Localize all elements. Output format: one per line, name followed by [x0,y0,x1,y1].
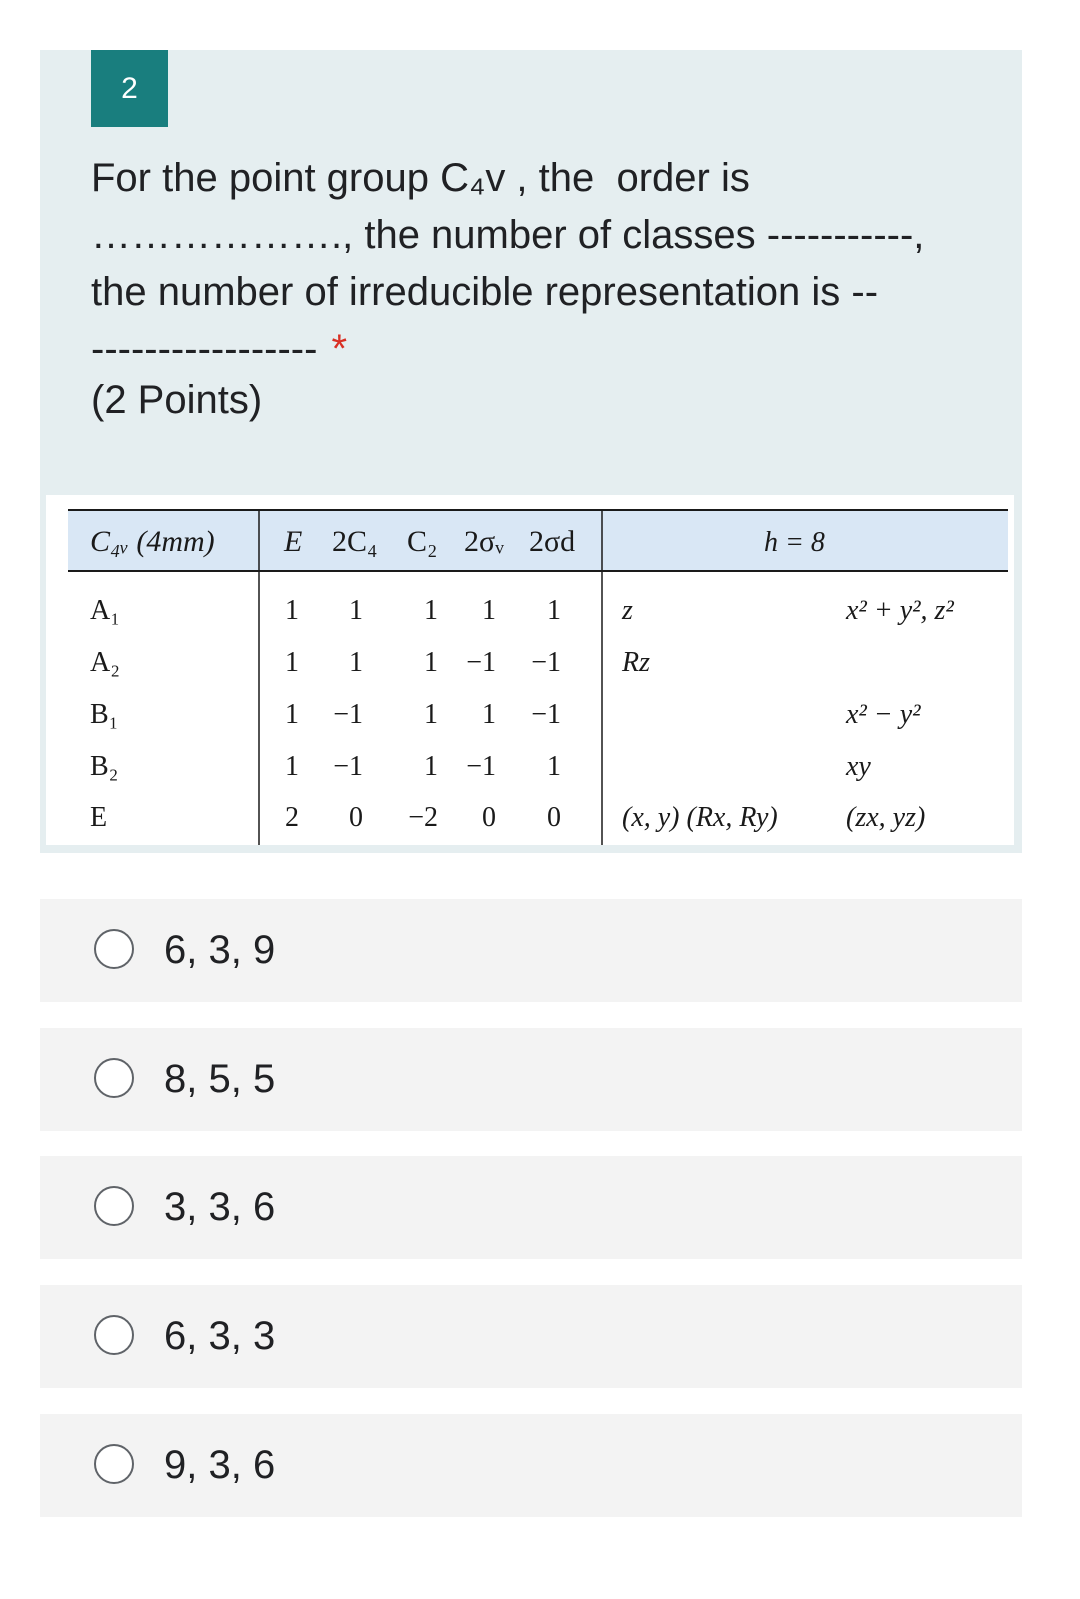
char-a2-2sd: −1 [531,647,561,678]
char-e-c2: −2 [408,802,438,833]
char-b2-2sd: 1 [547,751,561,782]
question-number-badge: 2 [91,50,168,127]
table-op-2sv: 2σᵥ [464,525,504,558]
radio-circle-icon[interactable] [94,929,134,969]
question-line-4-text: ----------------- [91,327,318,371]
question-card [40,50,1022,853]
radio-circle-icon[interactable] [94,1444,134,1484]
row-label-a1: A₁ [90,595,120,626]
table-op-c2: C₂ [407,525,438,558]
linear-a2: Rz [622,647,650,678]
question-line-3: the number of irreducible representation is -- [91,270,879,314]
char-a1-2sv: 1 [482,595,496,626]
char-e-e: 2 [285,802,299,833]
row-label-b1: B₁ [90,699,119,730]
character-table [46,495,1014,845]
option-label: 3, 3, 6 [164,1185,276,1229]
char-b2-2sv: −1 [466,751,496,782]
option-label: 8, 5, 5 [164,1057,276,1101]
char-e-2sv: 0 [482,802,496,833]
table-order: h = 8 [764,527,825,558]
char-b2-e: 1 [285,751,299,782]
radio-circle-icon[interactable] [94,1058,134,1098]
option-label: 6, 3, 3 [164,1314,276,1358]
char-a1-c2: 1 [424,595,438,626]
linear-e: (x, y) (Rx, Ry) [622,802,778,833]
char-b1-2sd: −1 [531,699,561,730]
answer-option-2[interactable] [40,1028,1022,1131]
char-a1-e: 1 [285,595,299,626]
question-line-1: For the point group C₄v , the order is [91,156,750,200]
char-a1-2c4: 1 [349,595,363,626]
char-a2-2sv: −1 [466,647,496,678]
question-points: (2 Points) [91,378,263,422]
quadratic-e: (zx, yz) [846,802,926,833]
char-b2-c2: 1 [424,751,438,782]
char-a2-2c4: 1 [349,647,363,678]
required-asterisk: * [331,327,348,371]
char-b1-2c4: −1 [333,699,363,730]
answer-option-5[interactable] [40,1414,1022,1517]
quadratic-b2: xy [846,751,871,782]
row-label-e: E [90,802,108,833]
linear-a1: z [622,595,633,626]
char-e-2sd: 0 [547,802,561,833]
char-a2-c2: 1 [424,647,438,678]
answer-option-4[interactable] [40,1285,1022,1388]
character-table-image [46,495,1014,845]
answer-option-3[interactable] [40,1156,1022,1259]
radio-circle-icon[interactable] [94,1315,134,1355]
answer-option-1[interactable] [40,899,1022,1002]
char-b1-c2: 1 [424,699,438,730]
row-label-b2: B₂ [90,751,119,782]
question-text [91,150,991,378]
table-op-e: E [284,525,303,558]
table-op-2sd: 2σd [529,525,576,558]
quadratic-b1: x² − y² [846,699,921,730]
table-op-2c4: 2C₄ [332,525,378,558]
option-label: 9, 3, 6 [164,1443,276,1487]
table-group-label: C₄ᵥ (4mm) [90,525,215,558]
question-line-2: ………………., the number of classes -----------, [91,213,925,257]
question-line-4 [91,321,991,378]
quadratic-a1: x² + y², z² [846,595,954,626]
char-b1-e: 1 [285,699,299,730]
row-label-a2: A₂ [90,647,120,678]
char-a2-e: 1 [285,647,299,678]
char-a1-2sd: 1 [547,595,561,626]
char-b2-2c4: −1 [333,751,363,782]
char-e-2c4: 0 [349,802,363,833]
radio-circle-icon[interactable] [94,1186,134,1226]
char-b1-2sv: 1 [482,699,496,730]
option-label: 6, 3, 9 [164,928,276,972]
